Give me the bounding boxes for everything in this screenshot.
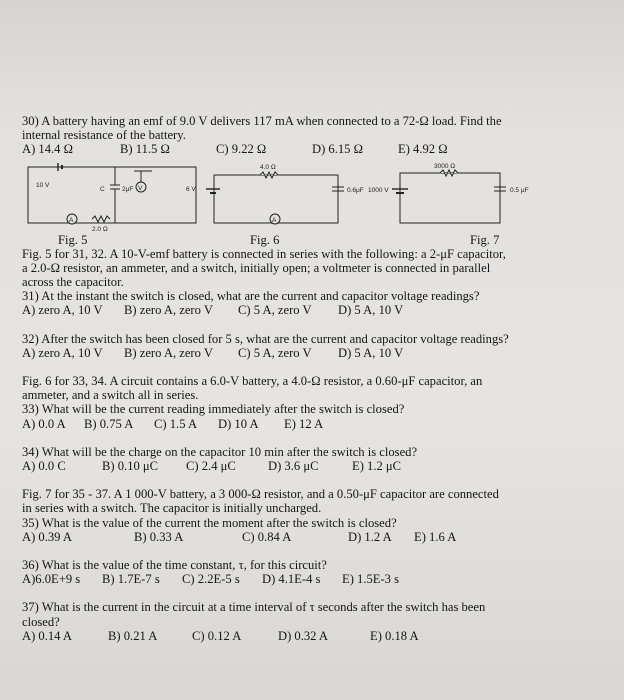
- fig5-cap-letter: C: [100, 185, 105, 193]
- question-33-text: 33) What will be the current reading immediately after the switch is closed?: [22, 402, 405, 417]
- q30-option-c: C) 9.22 Ω: [216, 142, 267, 157]
- q33-option-d: D) 10 A: [218, 416, 259, 431]
- fig5-voltmeter-label: V: [138, 184, 143, 192]
- fig5-label: Fig. 5: [58, 232, 88, 247]
- question-36-options: [22, 572, 602, 586]
- q37-option-c: C) 0.12 A: [192, 628, 242, 643]
- fig7-circuit: [392, 170, 506, 223]
- fig6-resistor-label: 4.0 Ω: [260, 163, 276, 171]
- q35-option-a: A) 0.39 A: [22, 529, 73, 544]
- fig5-resistor-label: 2.0 Ω: [92, 225, 108, 233]
- q35-option-e: E) 1.6 A: [414, 529, 457, 544]
- q30-option-d: D) 6.15 Ω: [312, 142, 363, 157]
- question-31-text: 31) At the instant the switch is closed, what are the current and capacitor voltage readings?: [22, 289, 480, 304]
- q34-option-e: E) 1.2 μC: [352, 459, 402, 474]
- q31-option-a: A) zero A, 10 V: [22, 303, 103, 318]
- fig5-ammeter-label: A: [69, 216, 74, 224]
- figures-row: [22, 161, 602, 233]
- q34-option-b: B) 0.10 μC: [102, 459, 159, 474]
- fig5-intro-line1: Fig. 5 for 31, 32. A 10-V-emf battery is connected in series with the following: a 2-μF capacitor,: [22, 246, 506, 261]
- question-30-options: [22, 142, 602, 156]
- fig5-wire: [28, 167, 196, 223]
- fig7-intro-line2: in series with a switch. The capacitor is initially uncharged.: [22, 501, 322, 516]
- question-32: [22, 332, 602, 360]
- question-35-text: 35) What is the value of the current the moment after the switch is closed?: [22, 515, 397, 530]
- q37-option-d: D) 0.32 A: [278, 628, 329, 643]
- fig6-label: Fig. 6: [250, 232, 280, 247]
- fig7-battery-label: 1000 V: [368, 186, 389, 194]
- question-34: [22, 445, 602, 473]
- q34-option-c: C) 2.4 μC: [186, 459, 236, 474]
- question-34-options: [22, 459, 602, 473]
- fig6-intro-line1: Fig. 6 for 33, 34. A circuit contains a 6.0-V battery, a 4.0-Ω resistor, a 0.60-μF capacitor, an: [22, 374, 483, 389]
- q31-option-b: B) zero A, zero V: [124, 303, 213, 318]
- q33-option-b: B) 0.75 A: [84, 416, 134, 431]
- fig6-ammeter-label: A: [272, 216, 277, 224]
- circuit-figures: [22, 161, 602, 233]
- fig7-intro-line1: Fig. 7 for 35 - 37. A 1 000-V battery, a 3 000-Ω resistor, and a 0.50-μF capacitor are connected: [22, 487, 499, 502]
- fig5-circuit: [28, 163, 196, 224]
- q30-option-a: A) 14.4 Ω: [22, 142, 73, 157]
- question-31-options: [22, 303, 602, 317]
- q35-option-c: C) 0.84 A: [242, 529, 292, 544]
- fig5-resistor-icon: [92, 216, 110, 222]
- question-30: [22, 114, 602, 157]
- question-32-text: 32) After the switch has been closed for 5 s, what are the current and capacitor voltage readings?: [22, 331, 509, 346]
- fig6-intro-line2: ammeter, and a switch all in series.: [22, 388, 199, 403]
- q32-option-a: A) zero A, 10 V: [22, 345, 103, 360]
- q32-option-b: B) zero A, zero V: [124, 345, 213, 360]
- q30-option-b: B) 11.5 Ω: [120, 142, 170, 157]
- q37-option-a: A) 0.14 A: [22, 628, 73, 643]
- question-30-text-line1: 30) A battery having an emf of 9.0 V delivers 117 mA when connected to a 72-Ω load. Find the: [22, 114, 502, 128]
- q31-option-d: D) 5 A, 10 V: [338, 303, 404, 318]
- q33-option-c: C) 1.5 A: [154, 416, 198, 431]
- question-37-options: [22, 629, 602, 643]
- fig6-battery-label: 6 V: [186, 185, 196, 193]
- q32-option-c: C) 5 A, zero V: [238, 345, 312, 360]
- q36-option-e: E) 1.5E-3 s: [342, 572, 400, 587]
- q32-option-d: D) 5 A, 10 V: [338, 345, 404, 360]
- fig7-resistor-icon: [440, 170, 458, 176]
- question-35: [22, 516, 602, 544]
- fig5-intro-line3: across the capacitor.: [22, 275, 124, 290]
- fig7-label: Fig. 7: [470, 232, 500, 247]
- question-31: [22, 289, 602, 317]
- question-32-options: [22, 346, 602, 360]
- fig5-battery-label: 10 V: [36, 181, 50, 189]
- q36-option-d: D) 4.1E-4 s: [262, 572, 321, 587]
- q37-option-b: B) 0.21 A: [108, 628, 158, 643]
- q31-option-c: C) 5 A, zero V: [238, 303, 312, 318]
- q33-option-e: E) 12 A: [284, 416, 324, 431]
- fig6-intro: [22, 374, 602, 402]
- question-37: [22, 600, 602, 643]
- fig5-intro-line2: a 2.0-Ω resistor, an ammeter, and a switch, initially open; a voltmeter is connected in parallel: [22, 260, 491, 275]
- q33-option-a: A) 0.0 A: [22, 416, 66, 431]
- q34-option-a: A) 0.0 C: [22, 459, 66, 474]
- q34-option-d: D) 3.6 μC: [268, 459, 319, 474]
- question-37-text-line1: 37) What is the current in the circuit at a time interval of τ seconds after the switch has been: [22, 600, 486, 615]
- fig6-cap-label: 0.6μF: [347, 186, 364, 194]
- question-30-text-line2: internal resistance of the battery.: [22, 128, 186, 143]
- q35-option-d: D) 1.2 A: [348, 529, 392, 544]
- question-36: [22, 558, 602, 586]
- q37-option-e: E) 0.18 A: [370, 628, 419, 643]
- q36-option-a: A)6.0E+9 s: [22, 572, 81, 587]
- figure-labels: [22, 233, 602, 247]
- fig5-cap-label: 2μF: [122, 185, 134, 193]
- question-37-text-line2: closed?: [22, 614, 60, 629]
- question-33-options: [22, 417, 602, 431]
- q30-option-e: E) 4.92 Ω: [398, 142, 448, 157]
- q35-option-b: B) 0.33 A: [134, 529, 184, 544]
- fig7-cap-label: 0.5 μF: [510, 186, 529, 194]
- fig5-intro: [22, 247, 602, 290]
- question-34-text: 34) What will be the charge on the capacitor 10 min after the switch is closed?: [22, 444, 418, 459]
- question-33: [22, 402, 602, 430]
- fig7-wire: [400, 173, 500, 223]
- fig6-resistor-icon: [260, 172, 278, 178]
- question-35-options: [22, 530, 602, 544]
- question-36-text: 36) What is the value of the time constant, τ, for this circuit?: [22, 558, 327, 573]
- fig7-intro: [22, 487, 602, 515]
- q36-option-b: B) 1.7E-7 s: [102, 572, 160, 587]
- q36-option-c: C) 2.2E-5 s: [182, 572, 240, 587]
- worksheet: [22, 114, 602, 643]
- fig7-resistor-label: 3000 Ω: [434, 162, 456, 170]
